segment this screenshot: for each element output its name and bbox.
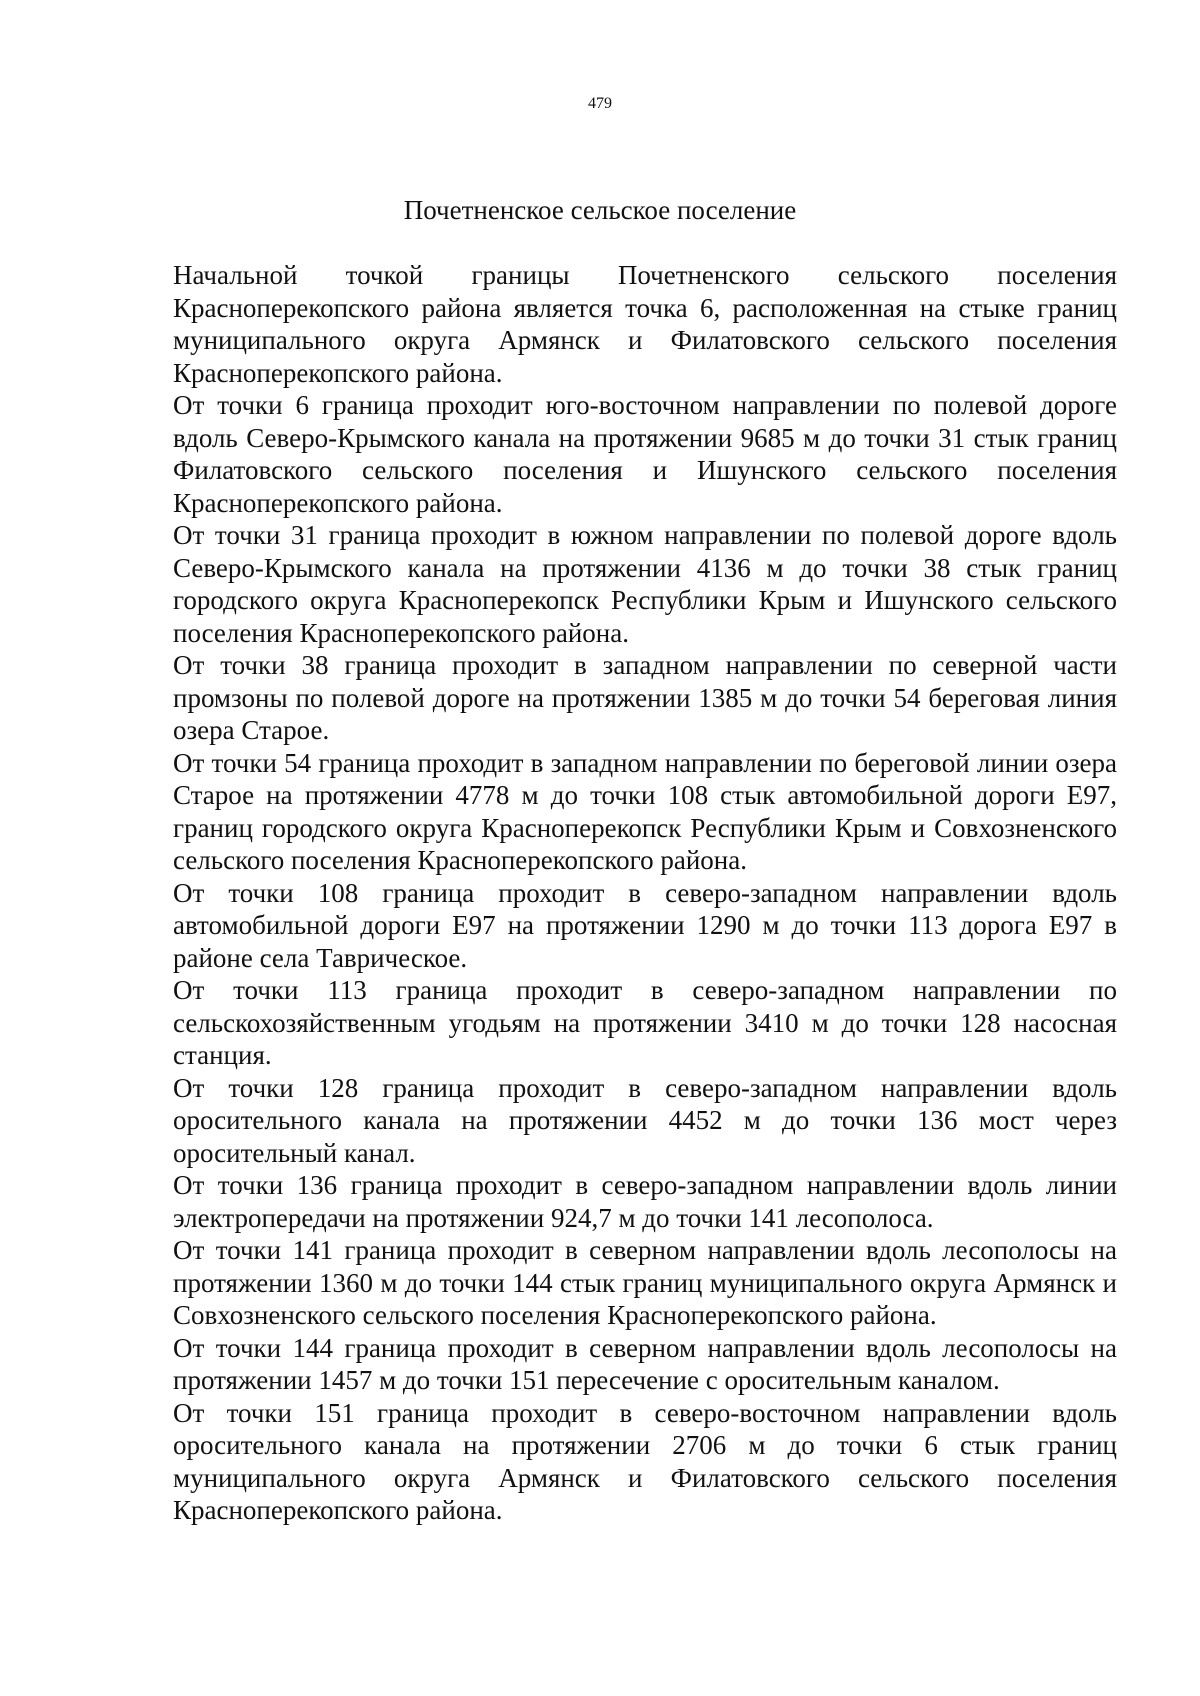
paragraph-segment-31-38: От точки 31 граница проходит в южном направлении по полевой дороге вдоль Северо-Крымского канала на протяжении 4136 м до точки 38 стык границ городского округа Красноперекопск Республики Крым и Ишунского сельского поселения Красноперекопского района.	[173, 520, 1117, 648]
paragraph-segment-108-113: От точки 108 граница проходит в северо-западном направлении вдоль автомобильной дороги Е97 на протяжении 1290 м до точки 113 дорога Е97 в районе села Таврическое.	[173, 877, 1117, 973]
paragraph-start-point: Начальной точкой границы Почетненского сельского поселения Красноперекопского района является точка 6, расположенная на стыке границ муниципального округа Армянск и Филатовского сельского поселения Красноперекопского района.	[173, 260, 1117, 388]
document-body	[173, 259, 1117, 1527]
paragraph-segment-38-54: От точки 38 граница проходит в западном направлении по северной части промзоны по полевой дороге на протяжении 1385 м до точки 54 береговая линия озера Старое.	[173, 650, 1117, 745]
page-number: 479	[588, 95, 612, 112]
paragraph-segment-151-6: От точки 151 граница проходит в северо-восточном направлении вдоль оросительного канала на протяжении 2706 м до точки 6 стык границ муниципального округа Армянск и Филатовского сельского поселения Красноперекопского района.	[173, 1397, 1117, 1525]
paragraph-segment-113-128: От точки 113 граница проходит в северо-западном направлении по сельскохозяйственным угодьям на протяжении 3410 м до точки 128 насосная станция.	[173, 975, 1117, 1070]
paragraph-segment-136-141: От точки 136 граница проходит в северо-западном направлении вдоль линии электропередачи на протяжении 924,7 м до точки 141 лесополоса.	[173, 1170, 1117, 1233]
paragraph-segment-141-144: От точки 141 граница проходит в северном направлении вдоль лесополосы на протяжении 1360 м до точки 144 стык границ муниципального округа Армянск и Совхозненского сельского поселения Красноперекопского района.	[173, 1235, 1117, 1330]
paragraph-segment-54-108: От точки 54 граница проходит в западном направлении по береговой линии озера Старое на протяжении 4778 м до точки 108 стык автомобильной дороги Е97, границ городского округа Красноперекопск Республики Крым и Совхозненского сельского поселения Красноперекопского района.	[173, 747, 1117, 875]
paragraph-segment-144-151: От точки 144 граница проходит в северном направлении вдоль лесополосы на протяжении 1457 м до точки 151 пересечение с оросительным каналом.	[173, 1332, 1117, 1395]
paragraph-segment-6-31: От точки 6 граница проходит юго-восточном направлении по полевой дороге вдоль Северо-Крымского канала на протяжении 9685 м до точки 31 стык границ Филатовского сельского поселения и Ишунского сельского поселения Красноперекопского района.	[173, 390, 1117, 518]
page-title: Почетненское сельское поселение	[403, 195, 797, 225]
paragraph-segment-128-136: От точки 128 граница проходит в северо-западном направлении вдоль оросительного канала на протяжении 4452 м до точки 136 мост через оросительный канал.	[173, 1072, 1117, 1168]
